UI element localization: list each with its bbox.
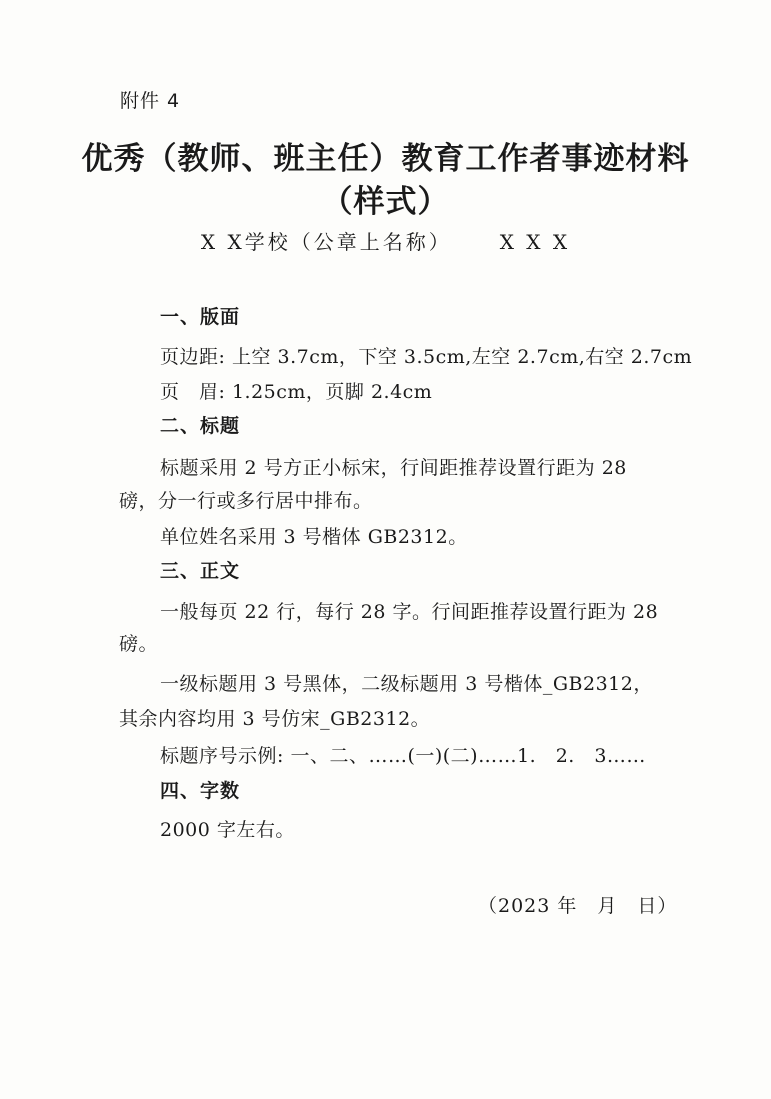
paragraph-line: 单位姓名采用 3 号楷体 GB2312。 xyxy=(160,526,468,548)
paragraph-line: 磅，分一行或多行居中排布。 xyxy=(119,490,373,512)
section-heading-title: 二、标题 xyxy=(160,415,241,437)
school-name: X X学校（公章上名称） xyxy=(200,230,452,254)
paragraph-line: 标题采用 2 号方正小标宋，行间距推荐设置行距为 28 xyxy=(160,457,627,479)
paragraph-line: 磅。 xyxy=(119,633,159,655)
paragraph-line: 标题序号示例: 一、二、……(一)(二)……1. 2. 3…… xyxy=(160,745,646,767)
section-heading-body: 三、正文 xyxy=(160,560,241,582)
section-heading-layout: 一、版面 xyxy=(160,306,241,328)
header-footer-text: 页 眉: 1.25cm，页脚 2.4cm xyxy=(160,381,433,403)
paragraph-line: 一级标题用 3 号黑体，二级标题用 3 号楷体_GB2312， xyxy=(160,673,653,695)
document-title: 优秀（教师、班主任）教育工作者事迹材料 xyxy=(81,141,690,177)
paragraph-line: 2000 字左右。 xyxy=(160,819,295,841)
date-line: （2023 年 月 日） xyxy=(478,895,678,917)
paragraph-line: 一般每页 22 行，每行 28 字。行间距推荐设置行距为 28 xyxy=(160,601,659,623)
person-name: X X X xyxy=(499,230,571,254)
unit-line xyxy=(0,226,771,255)
section-heading-word-count: 四、字数 xyxy=(160,780,241,802)
document-subtitle: （样式） xyxy=(321,184,450,220)
margins-text: 页边距: 上空 3.7cm，下空 3.5cm,左空 2.7cm,右空 2.7cm xyxy=(160,346,693,368)
paragraph-line: 其余内容均用 3 号仿宋_GB2312。 xyxy=(119,708,431,730)
attachment-label: 附件 4 xyxy=(120,90,181,112)
